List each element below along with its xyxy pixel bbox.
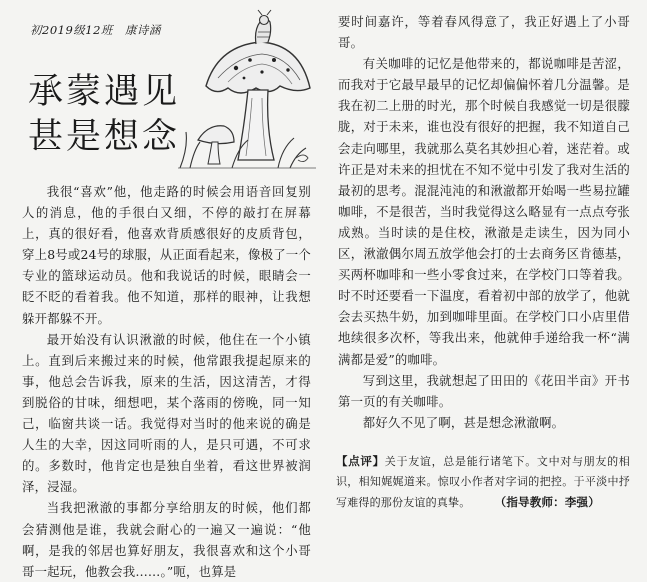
article-title bbox=[28, 70, 180, 160]
body-paragraph: 写到这里，我就想起了田田的《花田半亩》开书第一页的有关咖啡。 bbox=[338, 372, 630, 409]
body-paragraph: 都好久不见了啊，甚是想念湫澈啊。 bbox=[362, 414, 565, 430]
comment-tag: 【点评】 bbox=[336, 454, 385, 468]
body-paragraph: 有关咖啡的记忆是他带来的，都说咖啡是苦涩，而我对于它最早最早的记忆却偏偏怀着几分温馨。是我在初二上册的时光，那个时候自我感觉一切是很朦胧，对于未来，谁也没有很好的把握，我不知道自己会走向哪里，我就那么莫名其妙担心着，迷茫着。或许正是对未来的担忧在不知不觉中引发了我对生活的最初的思考。混混沌沌的和湫澈都开始喝一些易拉罐咖啡，不是很苦，当时我觉得这么略显有一点点夸张成熟。当时读的是住校，湫澈是走读生，因为同小区，湫澈偶尔周五放学他会打的士去商务区肯德基，买两杯咖啡和一些小零食过来，在学校门口等着我。时不时还要看一下温度，看着初中部的放学了，他就会去买热牛奶，加到咖啡里面。在学校门口小店里借地续很多次杯，等我出来，他就伸手递给我一杯“满满都是爱”的咖啡。 bbox=[338, 56, 630, 367]
body-paragraph: 当我把湫澈的事都分享给朋友的时候，他们都会猜测他是谁，我就会耐心的一遍又一遍说：“他啊，是我的邻居也算好朋友，我很喜欢和这个小哥哥一起玩，他教会我……。”呃，也算是 bbox=[22, 500, 311, 579]
author-byline: 初2019级12班 康诗涵 bbox=[30, 23, 161, 37]
teacher-comment bbox=[336, 451, 630, 513]
left-column-body bbox=[22, 181, 311, 582]
body-paragraph: 最开始没有认识湫澈的时候，他住在一个小镇上。直到后来搬过来的时候，他常跟我提起原来的事，他总会告诉我，原来的生活，因这清苦，才得到脱俗的甘味，细想吧，某个落雨的傍晚，同一知己，临窗共谈一话。我觉得对当时的他来说的确是人生的大幸，因这同听雨的人，是只可遇，不可求的。多数时，他肯定也是独自坐着，看这世界被润泽，浸湿。 bbox=[22, 331, 311, 495]
body-paragraph: 要时间嘉许，等着春风得意了，我正好遇上了小哥哥。 bbox=[338, 14, 630, 51]
comment-text: 关于友谊，总是能行诸笔下。文中对与朋友的相识，相知娓娓道来。惊叹小作者对字词的把控。于平淡中抒写难得的那份友谊的真挚。 bbox=[336, 455, 630, 509]
title-line-2: 甚是想念 bbox=[28, 117, 181, 157]
teacher-credit: （指导教师：李强） bbox=[500, 495, 600, 509]
mushroom-caterpillar-illustration bbox=[178, 8, 316, 178]
body-paragraph: 我很“喜欢”他，他走路的时候会用语音回复别人的消息，他的手很白又细，不停的敲打在屏幕上，真的很好看，他喜欢背质感很好的皮质背包，穿上8号或24号的球服，从正面看起来，像极了一个专业的篮球运动员。他和我说话的时候，眼睛会一眨不眨的看着我。他不知道，那样的眼神，让我想躲开都躲不开。 bbox=[22, 184, 311, 326]
title-line-1: 承蒙遇见 bbox=[28, 72, 181, 112]
right-column-body bbox=[338, 11, 630, 433]
